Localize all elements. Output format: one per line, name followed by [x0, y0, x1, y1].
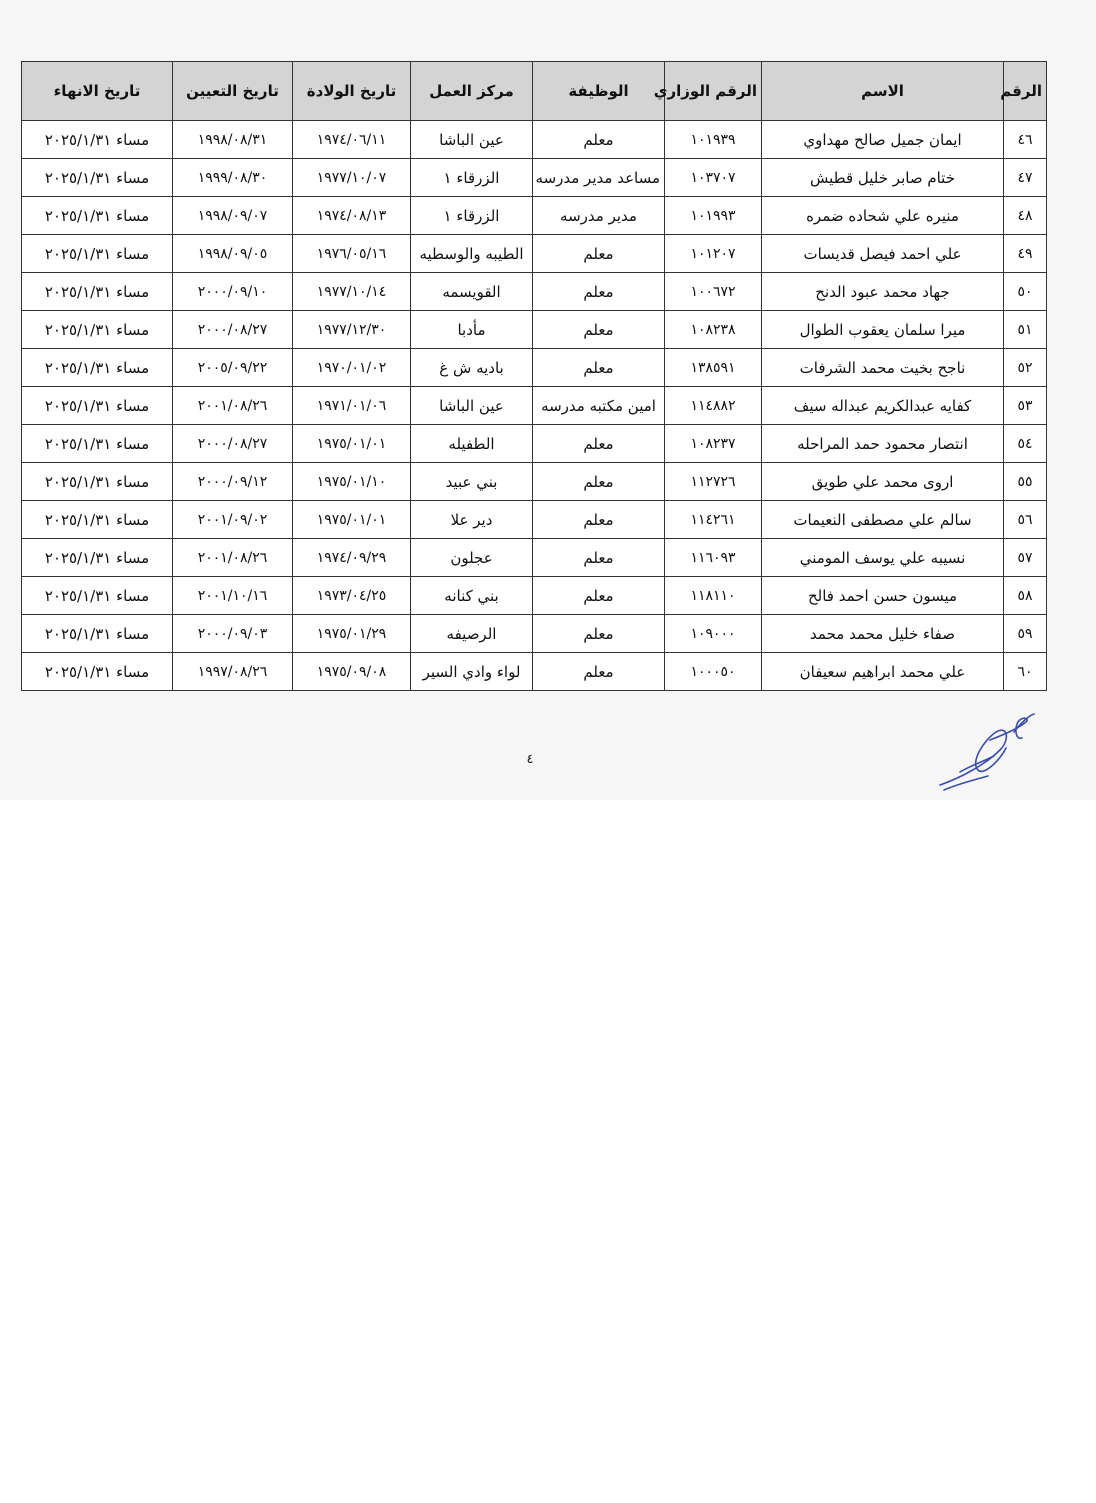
- cell-appointment-date: ١٩٩٨/٠٩/٠٥: [173, 235, 293, 273]
- cell-num: ٥٨: [1004, 577, 1047, 615]
- cell-job: معلم: [533, 653, 665, 691]
- cell-ministry-id: ١٣٨٥٩١: [665, 349, 762, 387]
- cell-appointment-date: ٢٠٠١/٠٩/٠٢: [173, 501, 293, 539]
- cell-work-center: باديه ش غ: [411, 349, 533, 387]
- cell-ministry-id: ١١٤٨٨٢: [665, 387, 762, 425]
- cell-ministry-id: ١١٢٧٢٦: [665, 463, 762, 501]
- cell-job: امين مكتبه مدرسه: [533, 387, 665, 425]
- cell-job: معلم: [533, 349, 665, 387]
- cell-name: جهاد محمد عبود الدنح: [762, 273, 1004, 311]
- cell-work-center: عجلون: [411, 539, 533, 577]
- table-row: [22, 539, 1047, 577]
- cell-num: ٤٦: [1004, 121, 1047, 159]
- table-row: [22, 311, 1047, 349]
- cell-name: ناجح بخيت محمد الشرفات: [762, 349, 1004, 387]
- cell-num: ٤٧: [1004, 159, 1047, 197]
- cell-appointment-date: ٢٠٠١/١٠/١٦: [173, 577, 293, 615]
- cell-work-center: عين الباشا: [411, 121, 533, 159]
- cell-job: معلم: [533, 463, 665, 501]
- cell-name: منيره علي شحاده ضمره: [762, 197, 1004, 235]
- cell-appointment-date: ٢٠٠١/٠٨/٢٦: [173, 387, 293, 425]
- header-appointment-date: تاريخ التعيين: [173, 62, 293, 121]
- cell-ministry-id: ١٠٨٢٣٨: [665, 311, 762, 349]
- cell-end-date: مساء ٢٠٢٥/١/٣١: [22, 349, 173, 387]
- cell-work-center: بني عبيد: [411, 463, 533, 501]
- cell-birth-date: ١٩٧٥/٠١/٢٩: [293, 615, 411, 653]
- header-row: [22, 62, 1047, 121]
- cell-job: مدير مدرسه: [533, 197, 665, 235]
- cell-appointment-date: ٢٠٠٠/٠٩/١٠: [173, 273, 293, 311]
- header-name: الاسم: [762, 62, 1004, 121]
- cell-name: اروى محمد علي طويق: [762, 463, 1004, 501]
- cell-ministry-id: ١٠١٩٩٣: [665, 197, 762, 235]
- table-row: [22, 425, 1047, 463]
- cell-birth-date: ١٩٧٥/٠٩/٠٨: [293, 653, 411, 691]
- cell-appointment-date: ٢٠٠١/٠٨/٢٦: [173, 539, 293, 577]
- table-row: [22, 387, 1047, 425]
- cell-job: معلم: [533, 539, 665, 577]
- cell-num: ٥٣: [1004, 387, 1047, 425]
- cell-name: نسيبه علي يوسف المومني: [762, 539, 1004, 577]
- cell-name: ميرا سلمان يعقوب الطوال: [762, 311, 1004, 349]
- cell-birth-date: ١٩٧١/٠١/٠٦: [293, 387, 411, 425]
- table-row: [22, 615, 1047, 653]
- cell-name: علي محمد ابراهيم سعيفان: [762, 653, 1004, 691]
- cell-num: ٥٩: [1004, 615, 1047, 653]
- cell-work-center: دير علا: [411, 501, 533, 539]
- cell-end-date: مساء ٢٠٢٥/١/٣١: [22, 615, 173, 653]
- cell-end-date: مساء ٢٠٢٥/١/٣١: [22, 463, 173, 501]
- cell-work-center: مأدبا: [411, 311, 533, 349]
- cell-appointment-date: ٢٠٠٥/٠٩/٢٢: [173, 349, 293, 387]
- table-row: [22, 463, 1047, 501]
- cell-work-center: بني كنانه: [411, 577, 533, 615]
- cell-birth-date: ١٩٧٤/٠٦/١١: [293, 121, 411, 159]
- cell-end-date: مساء ٢٠٢٥/١/٣١: [22, 235, 173, 273]
- header-work-center: مركز العمل: [411, 62, 533, 121]
- cell-name: علي احمد فيصل قديسات: [762, 235, 1004, 273]
- cell-end-date: مساء ٢٠٢٥/١/٣١: [22, 273, 173, 311]
- header-job: الوظيفة: [533, 62, 665, 121]
- cell-job: معلم: [533, 311, 665, 349]
- cell-appointment-date: ٢٠٠٠/٠٩/٠٣: [173, 615, 293, 653]
- cell-birth-date: ١٩٧٧/١٠/٠٧: [293, 159, 411, 197]
- cell-end-date: مساء ٢٠٢٥/١/٣١: [22, 159, 173, 197]
- cell-work-center: الطفيله: [411, 425, 533, 463]
- cell-job: معلم: [533, 121, 665, 159]
- cell-birth-date: ١٩٧٠/٠١/٠٢: [293, 349, 411, 387]
- header-end-date: تاريخ الانهاء: [22, 62, 173, 121]
- cell-job: معلم: [533, 235, 665, 273]
- cell-appointment-date: ٢٠٠٠/٠٨/٢٧: [173, 311, 293, 349]
- table-row: [22, 577, 1047, 615]
- table-row: [22, 501, 1047, 539]
- cell-appointment-date: ٢٠٠٠/٠٨/٢٧: [173, 425, 293, 463]
- cell-ministry-id: ١٠١٢٠٧: [665, 235, 762, 273]
- cell-birth-date: ١٩٧٧/١٠/١٤: [293, 273, 411, 311]
- cell-name: صفاء خليل محمد محمد: [762, 615, 1004, 653]
- cell-job: معلم: [533, 425, 665, 463]
- cell-work-center: لواء وادي السير: [411, 653, 533, 691]
- cell-appointment-date: ١٩٩٨/٠٩/٠٧: [173, 197, 293, 235]
- cell-end-date: مساء ٢٠٢٥/١/٣١: [22, 501, 173, 539]
- cell-ministry-id: ١١٤٢٦١: [665, 501, 762, 539]
- cell-end-date: مساء ٢٠٢٥/١/٣١: [22, 653, 173, 691]
- cell-end-date: مساء ٢٠٢٥/١/٣١: [22, 539, 173, 577]
- cell-num: ٦٠: [1004, 653, 1047, 691]
- cell-work-center: عين الباشا: [411, 387, 533, 425]
- cell-num: ٤٩: [1004, 235, 1047, 273]
- cell-birth-date: ١٩٧٤/٠٩/٢٩: [293, 539, 411, 577]
- header-birth-date: تاريخ الولادة: [293, 62, 411, 121]
- table-row: [22, 121, 1047, 159]
- cell-ministry-id: ١٠٨٢٣٧: [665, 425, 762, 463]
- cell-end-date: مساء ٢٠٢٥/١/٣١: [22, 197, 173, 235]
- cell-end-date: مساء ٢٠٢٥/١/٣١: [22, 425, 173, 463]
- cell-job: معلم: [533, 577, 665, 615]
- cell-num: ٥٢: [1004, 349, 1047, 387]
- cell-num: ٥١: [1004, 311, 1047, 349]
- table-row: [22, 653, 1047, 691]
- cell-work-center: القويسمه: [411, 273, 533, 311]
- cell-appointment-date: ١٩٩٧/٠٨/٢٦: [173, 653, 293, 691]
- cell-job: معلم: [533, 273, 665, 311]
- header-ministry-id: الرقم الوزاري: [665, 62, 762, 121]
- cell-birth-date: ١٩٧٧/١٢/٣٠: [293, 311, 411, 349]
- cell-name: ختام صابر خليل قطيش: [762, 159, 1004, 197]
- table-row: [22, 197, 1047, 235]
- signature-icon: [930, 710, 1040, 795]
- cell-name: كفايه عبدالكريم عبداله سيف: [762, 387, 1004, 425]
- cell-work-center: الزرقاء ١: [411, 197, 533, 235]
- table-row: [22, 273, 1047, 311]
- cell-birth-date: ١٩٧٥/٠١/٠١: [293, 501, 411, 539]
- page-number: ٤: [526, 752, 534, 767]
- cell-work-center: الرصيفه: [411, 615, 533, 653]
- cell-ministry-id: ١٠١٩٣٩: [665, 121, 762, 159]
- cell-ministry-id: ١٠٠٦٧٢: [665, 273, 762, 311]
- cell-appointment-date: ١٩٩٨/٠٨/٣١: [173, 121, 293, 159]
- cell-birth-date: ١٩٧٥/٠١/٠١: [293, 425, 411, 463]
- cell-num: ٥٤: [1004, 425, 1047, 463]
- cell-end-date: مساء ٢٠٢٥/١/٣١: [22, 387, 173, 425]
- cell-name: ميسون حسن احمد فالح: [762, 577, 1004, 615]
- table-body: [22, 121, 1047, 691]
- cell-job: معلم: [533, 615, 665, 653]
- table-row: [22, 159, 1047, 197]
- cell-birth-date: ١٩٧٣/٠٤/٢٥: [293, 577, 411, 615]
- staff-table: [21, 61, 1047, 691]
- cell-birth-date: ١٩٧٥/٠١/١٠: [293, 463, 411, 501]
- cell-job: معلم: [533, 501, 665, 539]
- cell-end-date: مساء ٢٠٢٥/١/٣١: [22, 311, 173, 349]
- cell-appointment-date: ٢٠٠٠/٠٩/١٢: [173, 463, 293, 501]
- cell-num: ٤٨: [1004, 197, 1047, 235]
- cell-ministry-id: ١١٨١١٠: [665, 577, 762, 615]
- cell-num: ٥٦: [1004, 501, 1047, 539]
- table-row: [22, 349, 1047, 387]
- cell-birth-date: ١٩٧٦/٠٥/١٦: [293, 235, 411, 273]
- cell-ministry-id: ١٠٣٧٠٧: [665, 159, 762, 197]
- cell-end-date: مساء ٢٠٢٥/١/٣١: [22, 121, 173, 159]
- cell-appointment-date: ١٩٩٩/٠٨/٣٠: [173, 159, 293, 197]
- cell-name: انتصار محمود حمد المراحله: [762, 425, 1004, 463]
- cell-end-date: مساء ٢٠٢٥/١/٣١: [22, 577, 173, 615]
- cell-ministry-id: ١٠٩٠٠٠: [665, 615, 762, 653]
- cell-num: ٥٥: [1004, 463, 1047, 501]
- cell-ministry-id: ١٠٠٠٥٠: [665, 653, 762, 691]
- cell-name: سالم علي مصطفى النعيمات: [762, 501, 1004, 539]
- cell-work-center: الزرقاء ١: [411, 159, 533, 197]
- table-row: [22, 235, 1047, 273]
- cell-job: مساعد مدير مدرسه: [533, 159, 665, 197]
- cell-work-center: الطيبه والوسطيه: [411, 235, 533, 273]
- table-header: [22, 62, 1047, 121]
- cell-ministry-id: ١١٦٠٩٣: [665, 539, 762, 577]
- cell-num: ٥٠: [1004, 273, 1047, 311]
- cell-num: ٥٧: [1004, 539, 1047, 577]
- cell-birth-date: ١٩٧٤/٠٨/١٣: [293, 197, 411, 235]
- header-num: الرقم: [1004, 62, 1047, 121]
- cell-name: ايمان جميل صالح مهداوي: [762, 121, 1004, 159]
